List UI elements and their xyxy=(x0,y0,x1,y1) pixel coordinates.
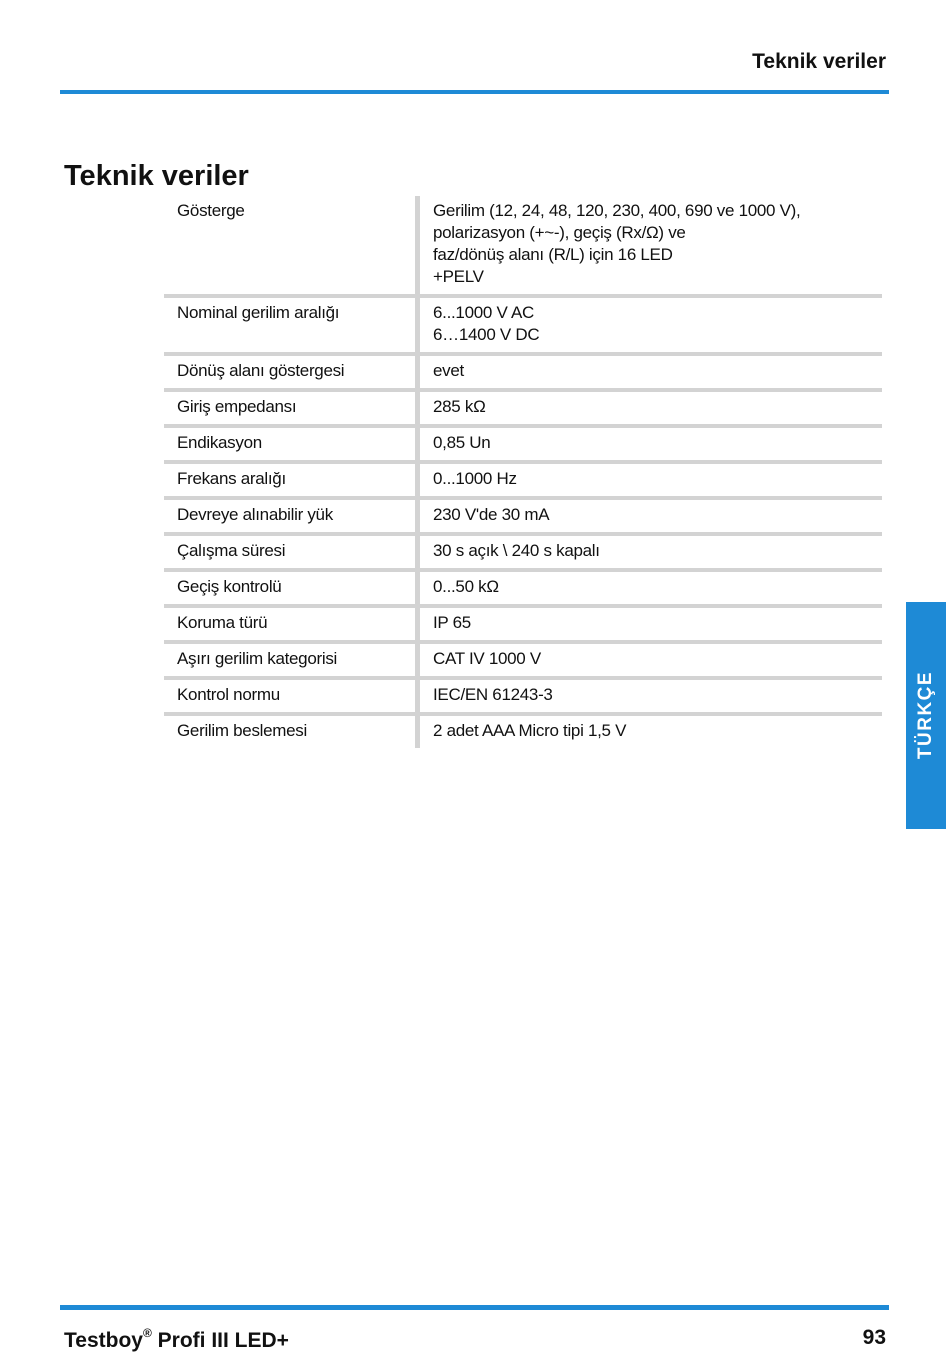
table-row xyxy=(164,608,882,644)
table-row xyxy=(164,196,882,298)
page-number: 93 xyxy=(862,1326,886,1349)
spec-value xyxy=(420,536,882,568)
table-row xyxy=(164,392,882,428)
spec-label: Çalışma süresi xyxy=(164,536,420,568)
spec-value-line: 0,85 Un xyxy=(433,433,491,452)
language-tab[interactable] xyxy=(906,602,946,829)
spec-label: Aşırı gerilim kategorisi xyxy=(164,644,420,676)
header-title: Teknik veriler xyxy=(752,50,886,73)
spec-value-line: faz/dönüş alanı (R/L) için 16 LED xyxy=(433,245,673,264)
spec-value-line: evet xyxy=(433,361,464,380)
spec-value xyxy=(420,464,882,496)
table-row xyxy=(164,536,882,572)
spec-value-line: 230 V'de 30 mA xyxy=(433,505,550,524)
registered-mark: ® xyxy=(142,1326,152,1340)
spec-label: Giriş empedansı xyxy=(164,392,420,424)
spec-value xyxy=(420,196,882,294)
spec-label: Nominal gerilim aralığı xyxy=(164,298,420,352)
footer-brand xyxy=(64,1326,289,1353)
table-row xyxy=(164,572,882,608)
footer-divider xyxy=(60,1305,889,1310)
spec-value xyxy=(420,644,882,676)
spec-label: Endikasyon xyxy=(164,428,420,460)
product-name: Profi III LED+ xyxy=(151,1329,289,1352)
page-title: Teknik veriler xyxy=(64,160,249,192)
table-row xyxy=(164,464,882,500)
spec-value xyxy=(420,298,882,352)
spec-value xyxy=(420,356,882,388)
spec-value xyxy=(420,716,882,748)
spec-value-line: 30 s açık \ 240 s kapalı xyxy=(433,541,600,560)
table-row xyxy=(164,298,882,356)
spec-value xyxy=(420,608,882,640)
spec-value-line: 2 adet AAA Micro tipi 1,5 V xyxy=(433,721,627,740)
spec-label: Dönüş alanı göstergesi xyxy=(164,356,420,388)
spec-label: Koruma türü xyxy=(164,608,420,640)
spec-value-line: 285 kΩ xyxy=(433,397,486,416)
spec-value-line: CAT IV 1000 V xyxy=(433,649,541,668)
spec-value-line: IP 65 xyxy=(433,613,471,632)
spec-label: Devreye alınabilir yük xyxy=(164,500,420,532)
spec-value xyxy=(420,392,882,424)
spec-value xyxy=(420,680,882,712)
spec-label: Gösterge xyxy=(164,196,420,294)
spec-label: Geçiş kontrolü xyxy=(164,572,420,604)
spec-label: Kontrol normu xyxy=(164,680,420,712)
table-row xyxy=(164,500,882,536)
spec-value xyxy=(420,500,882,532)
spec-table xyxy=(164,196,882,748)
brand-name: Testboy xyxy=(64,1329,143,1352)
spec-value xyxy=(420,572,882,604)
spec-value-line: 6...1000 V AC xyxy=(433,303,535,322)
spec-value-line: Gerilim (12, 24, 48, 120, 230, 400, 690 ve 1000 V), xyxy=(433,201,801,220)
spec-value-line: 0...50 kΩ xyxy=(433,577,499,596)
table-row xyxy=(164,716,882,748)
spec-value xyxy=(420,428,882,460)
spec-value-line: 0...1000 Hz xyxy=(433,469,517,488)
table-row xyxy=(164,356,882,392)
spec-value-line: IEC/EN 61243-3 xyxy=(433,685,553,704)
spec-label: Gerilim beslemesi xyxy=(164,716,420,748)
language-tab-label: TÜRKÇE xyxy=(915,670,936,760)
table-row xyxy=(164,644,882,680)
header-divider xyxy=(60,90,889,94)
spec-value-line: polarizasyon (+~-), geçiş (Rx/Ω) ve xyxy=(433,223,686,242)
spec-value-line: +PELV xyxy=(433,267,484,286)
table-row xyxy=(164,428,882,464)
spec-label: Frekans aralığı xyxy=(164,464,420,496)
spec-value-line: 6…1400 V DC xyxy=(433,325,540,344)
table-row xyxy=(164,680,882,716)
